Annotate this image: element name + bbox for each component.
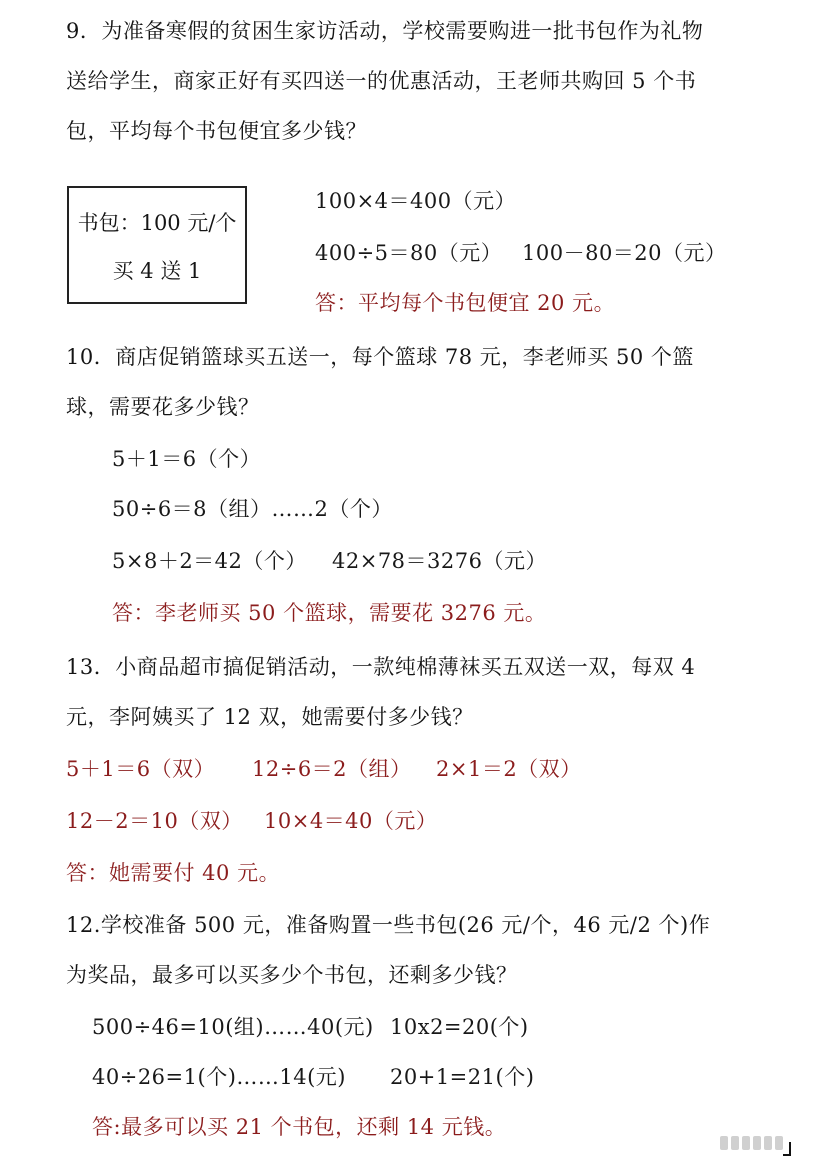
q13-solution-step-2a: 12－2＝10（双） — [66, 809, 243, 833]
q9-text-line-3: 包，平均每个书包便宜多少钱？ — [66, 119, 367, 143]
q9-solution-step-2b: 100－80＝20（元） — [522, 241, 727, 265]
q12-solution-step-1b: 10x2=20(个) — [390, 1015, 529, 1039]
q10-solution-step-1: 5＋1＝6（个） — [112, 447, 262, 471]
q9-answer: 答：平均每个书包便宜 20 元。 — [315, 291, 616, 315]
q12-solution-step-1a: 500÷46=10(组)……40(元) — [92, 1015, 374, 1039]
q9-box-price: 书包：100 元/个 — [77, 211, 237, 235]
watermark-icon — [720, 1134, 783, 1150]
q12-solution-step-2b: 20+1=21(个) — [390, 1065, 535, 1089]
q12-text-line-2: 为奖品，最多可以买多少个书包，还剩多少钱？ — [66, 963, 518, 987]
q12-answer: 答:最多可以买 21 个书包，还剩 14 元钱。 — [92, 1115, 507, 1139]
watermark-bar — [720, 1136, 728, 1150]
q10-solution-step-3b: 42×78＝3276（元） — [332, 549, 547, 573]
watermark-bar — [742, 1136, 750, 1150]
q10-answer: 答：李老师买 50 个篮球，需要花 3276 元。 — [112, 601, 547, 625]
q12-solution-step-2a: 40÷26=1(个)……14(元) — [92, 1065, 346, 1089]
q13-solution-step-2b: 10×4＝40（元） — [264, 809, 438, 833]
q13-solution-step-1a: 5＋1＝6（双） — [66, 757, 216, 781]
q13-solution-step-1c: 2×1＝2（双） — [436, 757, 582, 781]
q9-box-offer: 买 4 送 1 — [112, 259, 202, 283]
q13-text-line-2: 元，李阿姨买了 12 双，她需要付多少钱？ — [66, 705, 474, 729]
q13-solution-step-1b: 12÷6＝2（组） — [252, 757, 412, 781]
q9-text-line-1: 9．为准备寒假的贫困生家访活动，学校需要购进一批书包作为礼物 — [66, 19, 704, 43]
q13-answer: 答：她需要付 40 元。 — [66, 861, 281, 885]
q10-solution-step-2: 50÷6＝8（组）……2（个） — [112, 497, 393, 521]
q9-solution-step-2a: 400÷5＝80（元） — [315, 241, 503, 265]
q10-text-line-1: 10．商店促销篮球买五送一，每个篮球 78 元，李老师买 50 个篮 — [66, 345, 694, 369]
q10-text-line-2: 球，需要花多少钱？ — [66, 395, 260, 419]
watermark-bar — [775, 1136, 783, 1150]
corner-bracket-icon — [783, 1142, 791, 1156]
watermark-bar — [753, 1136, 761, 1150]
q9-price-box — [67, 186, 247, 304]
watermark-bar — [764, 1136, 772, 1150]
q10-solution-step-3a: 5×8＋2＝42（个） — [112, 549, 307, 573]
q12-text-line-1: 12.学校准备 500 元，准备购置一些书包(26 元/个，46 元/2 个)作 — [66, 913, 711, 937]
q9-text-line-2: 送给学生，商家正好有买四送一的优惠活动，王老师共购回 5 个书 — [66, 69, 697, 93]
watermark-bar — [731, 1136, 739, 1150]
q13-text-line-1: 13．小商品超市搞促销活动，一款纯棉薄袜买五双送一双，每双 4 — [66, 655, 696, 679]
q9-solution-step-1: 100×4＝400（元） — [315, 189, 517, 213]
